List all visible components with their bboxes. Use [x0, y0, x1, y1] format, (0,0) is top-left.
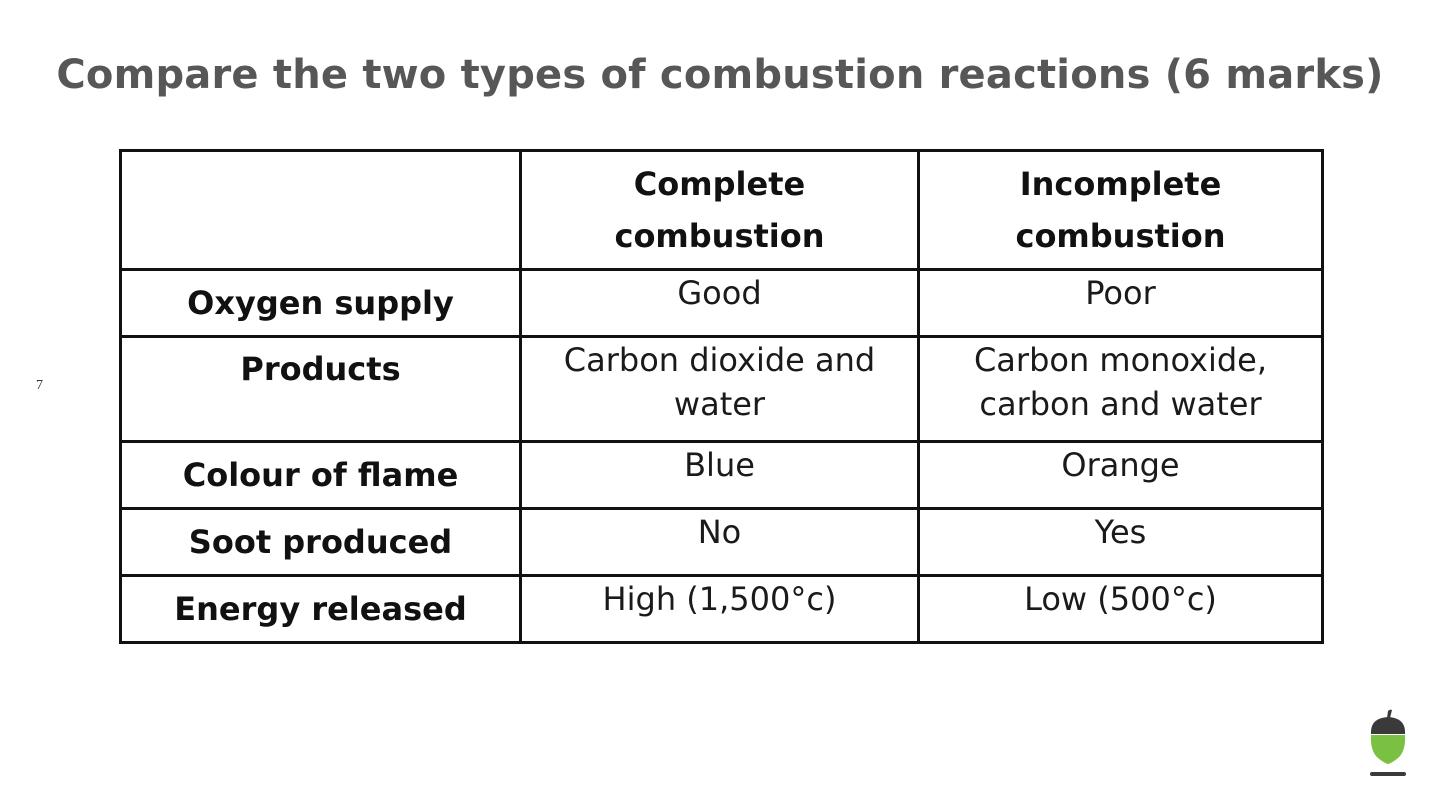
- acorn-icon: [1366, 708, 1410, 778]
- cell-incomplete-products: Carbon monoxide, carbon and water: [919, 337, 1323, 442]
- row-label-energy-released: Energy released: [121, 576, 521, 643]
- slide-title: Compare the two types of combustion reactions (6 marks): [56, 52, 1384, 98]
- cell-incomplete-oxygen: Poor: [919, 270, 1323, 337]
- row-label-products: Products: [121, 337, 521, 442]
- table-row: [121, 509, 1323, 576]
- table-header-row: [121, 151, 1323, 270]
- row-label-soot-produced: Soot produced: [121, 509, 521, 576]
- row-label-colour-of-flame: Colour of flame: [121, 442, 521, 509]
- page-number: 7: [36, 378, 43, 393]
- cell-complete-products: Carbon dioxide and water: [521, 337, 919, 442]
- cell-complete-colour: Blue: [521, 442, 919, 509]
- acorn-cap: [1371, 717, 1405, 734]
- cell-complete-soot: No: [521, 509, 919, 576]
- header-cell-empty: [121, 151, 521, 270]
- header-cell-incomplete: Incomplete combustion: [919, 151, 1323, 270]
- acorn-stem: [1387, 710, 1392, 718]
- cell-incomplete-energy: Low (500°c): [919, 576, 1323, 643]
- acorn-body: [1371, 735, 1405, 764]
- cell-complete-energy: High (1,500°c): [521, 576, 919, 643]
- cell-complete-oxygen: Good: [521, 270, 919, 337]
- table-row: [121, 576, 1323, 643]
- acorn-shadow: [1370, 772, 1406, 776]
- row-label-oxygen-supply: Oxygen supply: [121, 270, 521, 337]
- cell-incomplete-colour: Orange: [919, 442, 1323, 509]
- cell-incomplete-soot: Yes: [919, 509, 1323, 576]
- table-row: [121, 442, 1323, 509]
- table-row: [121, 270, 1323, 337]
- comparison-table: [119, 149, 1324, 644]
- table-row: [121, 337, 1323, 442]
- header-cell-complete: Complete combustion: [521, 151, 919, 270]
